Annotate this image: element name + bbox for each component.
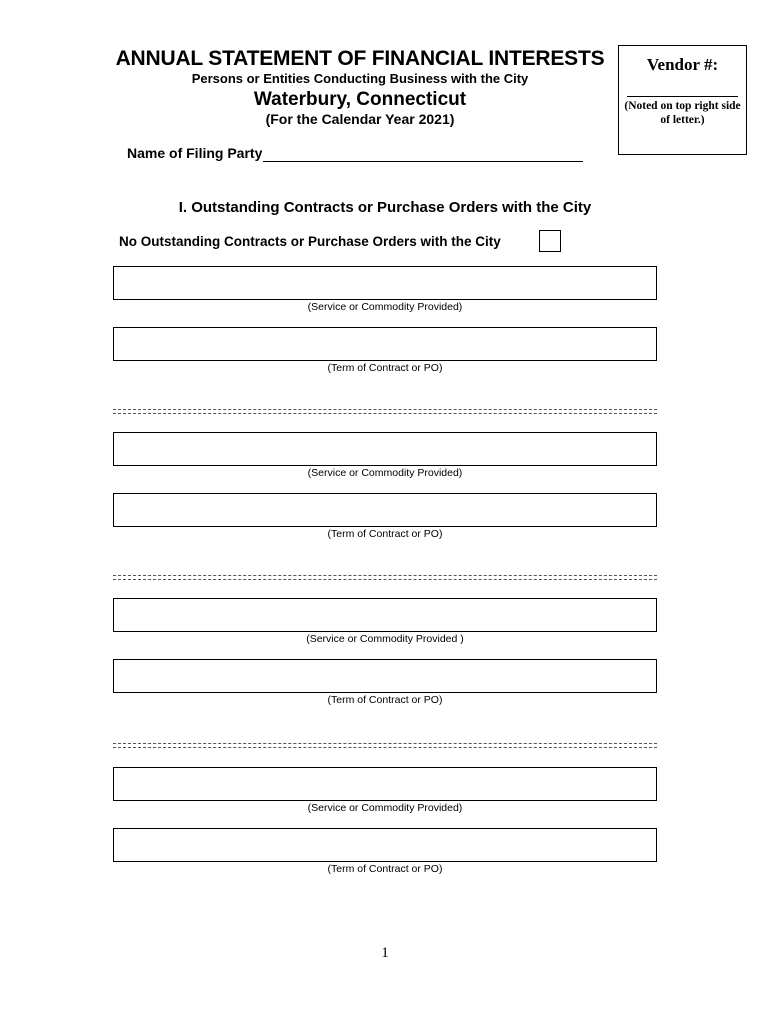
term-field-3[interactable] — [113, 659, 657, 693]
vendor-number-field[interactable] — [627, 96, 738, 97]
city-name: Waterbury, Connecticut — [253, 89, 467, 110]
term-caption-3: (Term of Contract or PO) — [327, 694, 443, 706]
term-caption-4: (Term of Contract or PO) — [327, 863, 443, 875]
term-field-4[interactable] — [113, 828, 657, 862]
service-caption-4: (Service or Commodity Provided) — [307, 802, 463, 814]
no-contracts-checkbox[interactable] — [539, 230, 561, 252]
service-field-2[interactable] — [113, 432, 657, 466]
document-subtitle: Persons or Entities Conducting Business with the City — [191, 71, 529, 86]
term-field-2[interactable] — [113, 493, 657, 527]
term-caption-2: (Term of Contract or PO) — [327, 528, 443, 540]
calendar-year: (For the Calendar Year 2021) — [265, 111, 455, 127]
service-field-4[interactable] — [113, 767, 657, 801]
term-caption-1: (Term of Contract or PO) — [327, 362, 443, 374]
vendor-number-box — [618, 45, 747, 155]
filing-party-row — [127, 145, 583, 162]
entry-separator — [113, 743, 657, 748]
filing-party-field[interactable] — [263, 146, 583, 162]
document-title: ANNUAL STATEMENT OF FINANCIAL INTERESTS — [115, 47, 605, 70]
service-field-3[interactable] — [113, 598, 657, 632]
service-caption-1: (Service or Commodity Provided) — [307, 301, 463, 313]
term-field-1[interactable] — [113, 327, 657, 361]
entry-separator — [113, 409, 657, 414]
service-field-1[interactable] — [113, 266, 657, 300]
section-heading: I. Outstanding Contracts or Purchase Orders with the City — [178, 199, 592, 216]
service-caption-2: (Service or Commodity Provided) — [307, 467, 463, 479]
page-number: 1 — [381, 945, 389, 961]
filing-party-label: Name of Filing Party — [127, 145, 263, 161]
no-contracts-label: No Outstanding Contracts or Purchase Orders with the City — [119, 234, 501, 249]
vendor-number-label: Vendor #: — [646, 55, 719, 74]
vendor-number-note: (Noted on top right side of letter.) — [624, 100, 741, 126]
entry-separator — [113, 575, 657, 580]
service-caption-3: (Service or Commodity Provided ) — [306, 633, 464, 645]
